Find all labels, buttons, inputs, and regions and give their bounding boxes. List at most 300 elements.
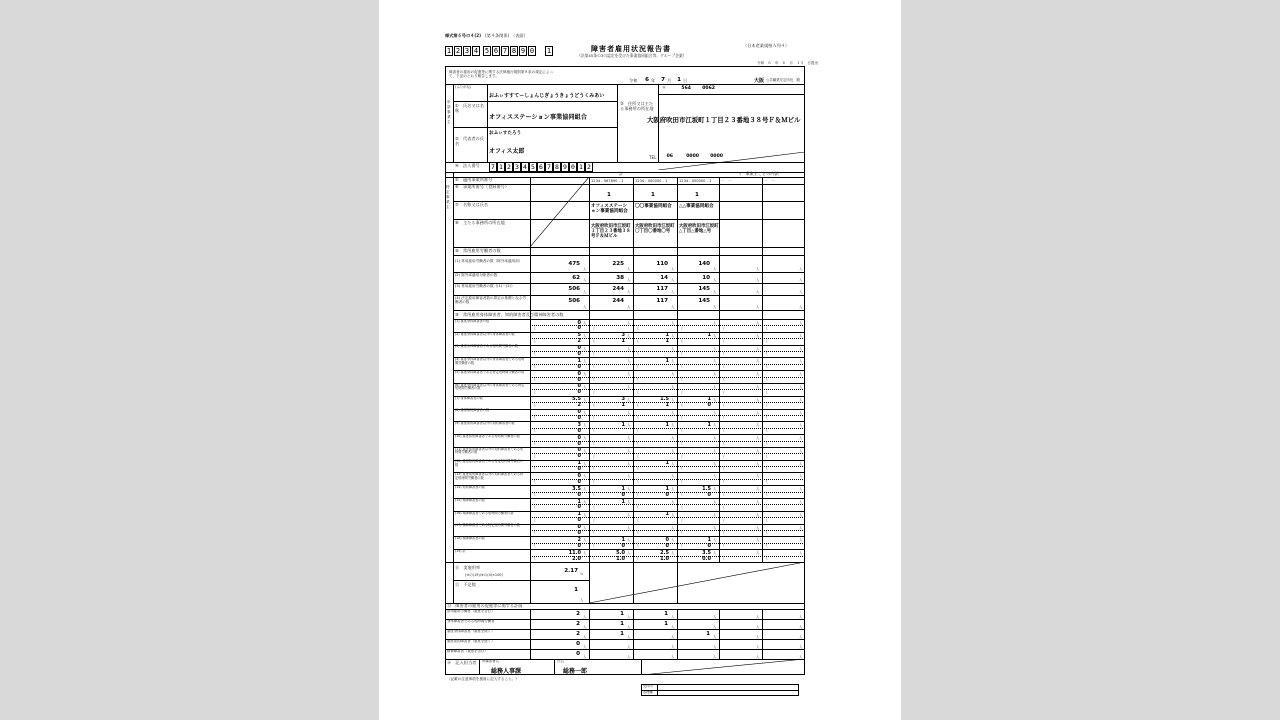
paren-mark: （	[635, 440, 639, 446]
bottom-section-label: ⑬ 障害者の雇用の促進等に関する計画	[447, 603, 523, 608]
disabled-value: 1	[577, 357, 581, 364]
paren-mark: （	[591, 466, 595, 472]
disabled-value: 3	[621, 396, 625, 403]
bottom-value: 2	[576, 610, 580, 617]
unit-label: 人	[627, 346, 631, 351]
unit-label: 人	[583, 397, 587, 402]
bottom-row-label: 精神障害者（重度を含む）	[447, 649, 488, 653]
document-title: 障害者雇用状況報告書	[591, 45, 671, 53]
unit-label: 人	[627, 423, 631, 428]
unit-label: 人	[583, 538, 587, 543]
disabled-part-time-value: 0	[577, 325, 581, 332]
unit-label: 人	[756, 512, 760, 517]
disabled-part-time-value: 0	[577, 440, 581, 447]
destination-office: 大阪	[754, 78, 765, 84]
dept-label: 所属部署名	[482, 659, 499, 663]
unit-label: 人	[713, 487, 717, 492]
paren-mark: （	[635, 376, 639, 382]
disabled-part-time-value: 0	[577, 350, 581, 357]
company-total-diagonal	[530, 177, 589, 247]
report-month: 7	[661, 77, 665, 83]
disabled-part-time-value: 1	[665, 402, 669, 409]
unit-label: 人	[671, 267, 675, 271]
disabled-part-time-value: 0	[665, 542, 669, 549]
unit-label: 人	[671, 512, 675, 517]
bottom-value: 2	[576, 630, 580, 637]
unit-label: 人	[799, 655, 803, 659]
paren-mark: （	[532, 543, 536, 549]
unit-label: 人	[671, 615, 675, 619]
unit-label: 人	[671, 333, 675, 338]
paren-mark: （	[721, 440, 725, 446]
applicant-address: 大阪府吹田市江坂町１丁目２３番地３８号Ｆ＆Ｍビル	[647, 116, 801, 124]
rate-unit: %	[580, 572, 584, 576]
paren-mark: （	[532, 325, 536, 331]
disabled-row-label: (7) 身体障害者の数	[455, 395, 483, 400]
disabled-part-time-value: 2	[577, 338, 581, 345]
report-date-label: 令和	[629, 78, 638, 83]
paren-mark: （	[679, 364, 683, 370]
disabled-part-time-value: 0.0	[702, 555, 711, 562]
half-line	[530, 492, 805, 493]
paren-mark: （	[635, 479, 639, 485]
half-line	[530, 415, 805, 416]
unit-label: 人	[713, 423, 717, 428]
unit-label: 人	[671, 436, 675, 441]
unit-label: 人	[627, 397, 631, 402]
paren-mark: （	[679, 338, 683, 344]
unit-label: 人	[583, 635, 587, 639]
year-unit: 年	[651, 78, 656, 83]
paren-mark: （	[764, 504, 768, 510]
paren-mark: （	[679, 402, 683, 408]
disabled-part-time-value: 0	[621, 542, 625, 549]
rate-note: (⑩の(19)/⑨の(4)×100)	[465, 573, 503, 577]
paren-mark: （	[679, 453, 683, 459]
disabled-part-time-value: 0	[707, 542, 711, 549]
id-digit: 0	[529, 47, 535, 55]
employee-value: 506	[568, 298, 580, 304]
unit-label: 人	[756, 436, 760, 441]
unit-label: 人	[713, 436, 717, 441]
corp-digit: 5	[529, 162, 537, 172]
unit-label: 人	[799, 500, 803, 505]
unit-label: 人	[583, 474, 587, 479]
paren-mark: （	[721, 376, 725, 382]
paren-mark: （	[679, 492, 683, 498]
paren-mark: （	[591, 492, 595, 498]
unit-label: 人	[756, 397, 760, 402]
disabled-value: 1.5	[660, 396, 669, 403]
unit-label: 人	[627, 615, 631, 619]
half-line	[530, 428, 805, 429]
disabled-row-label: (15) 精神障害者の数	[455, 497, 485, 502]
rep-name: オフィス太郎	[489, 148, 525, 155]
postal-code-1: 564	[681, 86, 691, 91]
unit-label: 人	[627, 278, 631, 282]
unit-label: 人	[671, 410, 675, 415]
applicant-furigana: おふぃすすてーしょんじぎょうきょうどうくみあい	[489, 93, 605, 99]
unit-label: 人	[799, 461, 803, 466]
paren-mark: （	[532, 453, 536, 459]
unit-label: 人	[756, 321, 760, 325]
disabled-value: 1	[621, 498, 625, 505]
paren-mark: （	[591, 453, 595, 459]
paren-mark: （	[532, 479, 536, 485]
tel-last: 0000	[710, 154, 723, 159]
applicant-name: オフィスステーション事業協同組合	[489, 114, 587, 121]
disabled-part-time-value: 0	[621, 491, 625, 498]
unit-label: 人	[671, 655, 675, 659]
unit-label: 人	[583, 487, 587, 492]
paren-mark: （	[532, 376, 536, 382]
company-row-label: ⑧ 主たる事務所の所在地	[455, 220, 505, 225]
disabled-row-label: (4) 重度身体障害者以外の身体障害者である短時間労働者の数	[455, 357, 525, 365]
paren-mark: （	[635, 556, 639, 561]
unit-label: 人	[583, 372, 587, 377]
disabled-part-time-value: 0	[577, 363, 581, 370]
column-detail: ｲ 事業主ごとの内訳	[739, 171, 779, 176]
paren-mark: （	[679, 543, 683, 549]
office-code: 1234 - 000000 - 1	[635, 179, 668, 183]
unit-label: 人	[713, 655, 717, 659]
unit-label: 人	[713, 615, 717, 619]
paren-mark: （	[532, 466, 536, 472]
company-name: △△事業協同組合	[679, 204, 714, 209]
unit-label: 人	[799, 538, 803, 543]
paren-mark: （	[635, 428, 639, 434]
paren-mark: （	[532, 517, 536, 523]
employee-value: 38	[616, 275, 624, 281]
paren-mark: （	[635, 389, 639, 395]
disabled-value: 1	[665, 485, 669, 492]
half-line	[530, 364, 805, 365]
footer-diagonal	[641, 659, 805, 675]
unit-label: 人	[799, 474, 803, 479]
disabled-value: 0	[577, 472, 581, 479]
unit-label: 人	[799, 267, 803, 271]
disabled-value: 2.5	[660, 549, 669, 556]
paren-mark: （	[721, 543, 725, 549]
corp-digit: 1	[497, 162, 505, 172]
disabled-value: 1	[621, 421, 625, 428]
disabled-value: 1	[707, 421, 711, 428]
employee-value: 244	[612, 298, 624, 304]
disabled-value: 0	[577, 447, 581, 454]
report-day: 1	[677, 77, 681, 83]
disabled-value: 2	[577, 536, 581, 543]
unit-label: 人	[627, 474, 631, 479]
paren-mark: （	[721, 453, 725, 459]
disabled-part-time-value: 0	[577, 466, 581, 473]
paren-mark: （	[764, 492, 768, 498]
bottom-value: 1	[620, 620, 624, 627]
disabled-value: 0	[665, 536, 669, 543]
disabled-value: 1	[707, 332, 711, 339]
disabled-value: 0	[577, 345, 581, 352]
unit-label: 人	[756, 551, 760, 556]
paren-mark: （	[635, 325, 639, 331]
paren-mark: （	[764, 325, 768, 331]
paren-mark: （	[532, 338, 536, 344]
form-side: （表面）	[511, 33, 528, 38]
paren-mark: （	[635, 338, 639, 344]
disabled-part-time-value: 2.0	[572, 555, 581, 562]
tel-diagonal	[658, 152, 805, 170]
disabled-value: 5.0	[616, 549, 625, 556]
bottom-value: 2	[576, 620, 580, 627]
unit-label: 人	[756, 615, 760, 619]
paren-mark: （	[721, 466, 725, 472]
address-label: ③ 住所又は主たる事務所の所在地	[620, 101, 654, 111]
tel-label: TEL	[649, 155, 657, 160]
unit-label: 人	[756, 474, 760, 479]
unit-label: 人	[627, 625, 631, 629]
half-line	[530, 389, 805, 390]
paren-mark: （	[721, 479, 725, 485]
disabled-value: 1	[621, 536, 625, 543]
unit-label: 人	[756, 346, 760, 351]
disabled-part-time-value: 0	[577, 542, 581, 549]
half-line	[530, 517, 805, 518]
paren-mark: （	[679, 351, 683, 357]
paren-mark: （	[532, 389, 536, 395]
paren-mark: （	[532, 415, 536, 421]
disabled-part-time-value: 0	[577, 504, 581, 511]
corp-digit: 7	[489, 162, 497, 172]
paren-mark: （	[764, 543, 768, 549]
unit-label: 人	[799, 290, 803, 294]
disabled-row-label: (18) 精神障害者の数	[455, 536, 485, 541]
company-row-label: ⑥ 事業所番号（登録番号）	[455, 184, 510, 189]
bottom-row-label: 常用雇用労働者（重度を含む）	[447, 609, 495, 613]
disabled-part-time-value: 0	[577, 453, 581, 460]
company-address: 大阪府吹田市江坂町〇丁目〇番地〇号	[635, 224, 675, 235]
disabled-part-time-value: 0	[707, 402, 711, 409]
row-line	[453, 201, 805, 202]
unit-label: 人	[627, 333, 631, 338]
unit-label: 人	[799, 423, 803, 428]
unit-label: 人	[583, 346, 587, 351]
unit-label: 人	[671, 359, 675, 364]
disabled-value: 0	[577, 383, 581, 390]
office-count: 1	[695, 192, 699, 198]
row-line	[453, 219, 805, 220]
rate-diagonal	[589, 562, 805, 603]
unit-label: 人	[756, 267, 760, 271]
furigana-label: (ふりがな)	[455, 85, 472, 89]
unit-label: 人	[799, 551, 803, 556]
employee-value: 140	[698, 261, 710, 267]
half-line	[530, 441, 805, 442]
paren-mark: （	[721, 517, 725, 523]
contact-label: ⑭ 記入担当者	[447, 660, 477, 665]
corp-digit: 8	[553, 162, 561, 172]
unit-label: 人	[627, 321, 631, 325]
unit-label: 人	[799, 410, 803, 415]
id-digit: 7	[502, 47, 508, 55]
unit-label: 人	[671, 645, 675, 649]
employee-value: 244	[612, 286, 624, 292]
paren-mark: （	[764, 389, 768, 395]
disabled-value: 1	[577, 460, 581, 467]
unit-label: 人	[583, 384, 587, 389]
corp-digit: 2	[585, 162, 593, 172]
office-code: 1234 - 567890 - 1	[591, 179, 624, 183]
half-line	[530, 377, 805, 378]
disabled-value: 5.5	[572, 396, 581, 403]
unit-label: 人	[756, 372, 760, 377]
unit-label: 人	[671, 500, 675, 505]
paren-mark: （	[591, 530, 595, 536]
unit-label: 人	[756, 278, 760, 282]
half-line	[530, 530, 805, 531]
disabled-part-time-value: 1	[621, 402, 625, 409]
employee-value: 145	[698, 286, 710, 292]
paren-mark: （	[721, 415, 725, 421]
half-line	[530, 338, 805, 339]
unit-label: 人	[713, 333, 717, 338]
unit-label: 人	[671, 278, 675, 282]
disabled-row-label: (11) 重度知的障害者以外の知的障害者である短時間労働者の数	[455, 446, 524, 455]
corp-digit: 6	[537, 162, 545, 172]
unit-label: 人	[627, 461, 631, 466]
paren-mark: （	[679, 415, 683, 421]
disabled-row-label: (13) 重度知的障害者以外の知的障害者である特定短時間労働者の数	[455, 472, 524, 480]
paren-mark: （	[721, 428, 725, 434]
paren-mark: （	[635, 402, 639, 408]
paren-mark: （	[591, 428, 595, 434]
disabled-value: 3	[577, 421, 581, 428]
paren-mark: （	[591, 402, 595, 408]
unit-label: 人	[713, 635, 717, 639]
disabled-row-label: (19) 計	[455, 549, 466, 553]
corp-digit: 3	[513, 162, 521, 172]
unit-label: 人	[583, 267, 587, 271]
disabled-part-time-value: 1	[665, 338, 669, 345]
unit-label: 人	[627, 487, 631, 492]
paren-mark: （	[532, 556, 536, 561]
employee-value: 117	[656, 286, 668, 292]
paren-mark: （	[532, 492, 536, 498]
rate-label: ⑪ 実雇用率	[455, 565, 481, 570]
unit-label: 人	[799, 372, 803, 377]
unit-label: 人	[671, 635, 675, 639]
rep-name-label: ② 代表者の氏名	[455, 136, 484, 146]
half-line	[530, 325, 805, 326]
disabled-row-label: (17) 精神障害者である特定短時間労働者の数	[455, 523, 520, 528]
paren-mark: （	[679, 479, 683, 485]
disabled-value: 1.5	[702, 485, 711, 492]
unit-label: 人	[671, 397, 675, 402]
disabled-row-label: (8) 重度知的障害者の数	[455, 408, 490, 413]
row-line	[453, 184, 805, 185]
disabled-part-time-value: 0	[665, 491, 669, 498]
paren-mark: （	[679, 504, 683, 510]
disabled-part-time-value: 0	[707, 491, 711, 498]
unit-label: 人	[627, 359, 631, 364]
paren-mark: （	[721, 504, 725, 510]
disabled-row-label: (10) 重度知的障害者である短時間労働者の数	[455, 433, 520, 438]
employee-value: 506	[568, 286, 580, 292]
unit-label: 人	[671, 305, 675, 309]
tel-middle: 0000	[686, 154, 699, 159]
unit-label: 人	[583, 448, 587, 453]
paren-mark: （	[764, 351, 768, 357]
unit-label: 人	[756, 538, 760, 543]
paren-mark: （	[679, 389, 683, 395]
unit-label: 人	[627, 551, 631, 556]
unit-label: 人	[583, 512, 587, 517]
id-digit: 5	[484, 47, 490, 55]
unit-label: 人	[713, 397, 717, 402]
disabled-value: 1	[665, 421, 669, 428]
form-number: 様式第６号の４(2)	[445, 33, 482, 38]
paren-mark: （	[591, 479, 595, 485]
paren-mark: （	[721, 530, 725, 536]
paren-mark: （	[635, 364, 639, 370]
unit-label: 人	[799, 333, 803, 338]
id-digit: 2	[455, 47, 461, 55]
paren-mark: （	[591, 364, 595, 370]
unit-label: 人	[671, 448, 675, 453]
unit-label: 人	[799, 525, 803, 530]
unit-label: 人	[713, 538, 717, 543]
employee-row-label: (1) 常用雇用労働者の数（除外率適用前）	[455, 259, 523, 263]
disabled-value: 1	[707, 396, 711, 403]
unit-label: 人	[583, 290, 587, 294]
unit-label: 人	[583, 321, 587, 325]
unit-label: 人	[713, 278, 717, 282]
office-code: － －	[721, 179, 732, 183]
office-count: 1	[651, 192, 655, 198]
unit-label: 人	[671, 461, 675, 466]
disabled-value: 3.5	[572, 485, 581, 492]
contact-name: 総務一郎	[563, 668, 588, 675]
unit-label: 人	[627, 645, 631, 649]
footer-note: （記載の注意事項を裏面に記入すること。）	[447, 677, 519, 681]
unit-label: 人	[627, 525, 631, 530]
paren-mark: （	[591, 338, 595, 344]
shortfall-value: 1	[574, 587, 578, 593]
document-subtitle: （法第45条の3の認定を受けた事業協同組合等、グループ企業）	[577, 53, 687, 58]
unit-label: 人	[713, 359, 717, 364]
paren-mark: （	[764, 440, 768, 446]
unit-label: 人	[756, 461, 760, 466]
month-unit: 月	[667, 78, 672, 83]
unit-label: 人	[713, 290, 717, 294]
unit-label: 人	[583, 305, 587, 309]
paren-mark: （	[532, 428, 536, 434]
office-code: 1234 - 000000 - 1	[679, 179, 712, 183]
unit-label: 人	[713, 461, 717, 466]
disabled-part-time-value: 0	[577, 517, 581, 524]
disabled-value: 3.5	[702, 549, 711, 556]
bottom-value: 1	[664, 610, 668, 617]
disabled-part-time-value: 0	[577, 389, 581, 396]
disabled-row-label: (9) 重度知的障害者以外の知的障害者の数	[455, 421, 515, 426]
employee-row-label: (2) 除外率適用対象者の数	[455, 273, 498, 277]
paren-mark: （	[635, 530, 639, 536]
shortfall-label: ⑫ 不足数	[455, 582, 476, 587]
destination-suffix: 公共職業安定所長 殿	[766, 78, 800, 82]
disabled-value: 1	[665, 357, 669, 364]
disabled-value: 1	[665, 332, 669, 339]
form-revision: (第４条関係)	[485, 33, 510, 38]
paren-mark: （	[721, 556, 725, 561]
bottom-row-label: 重度身体障害者（重度を除く）	[447, 629, 495, 633]
unit-label: 人	[713, 625, 717, 629]
